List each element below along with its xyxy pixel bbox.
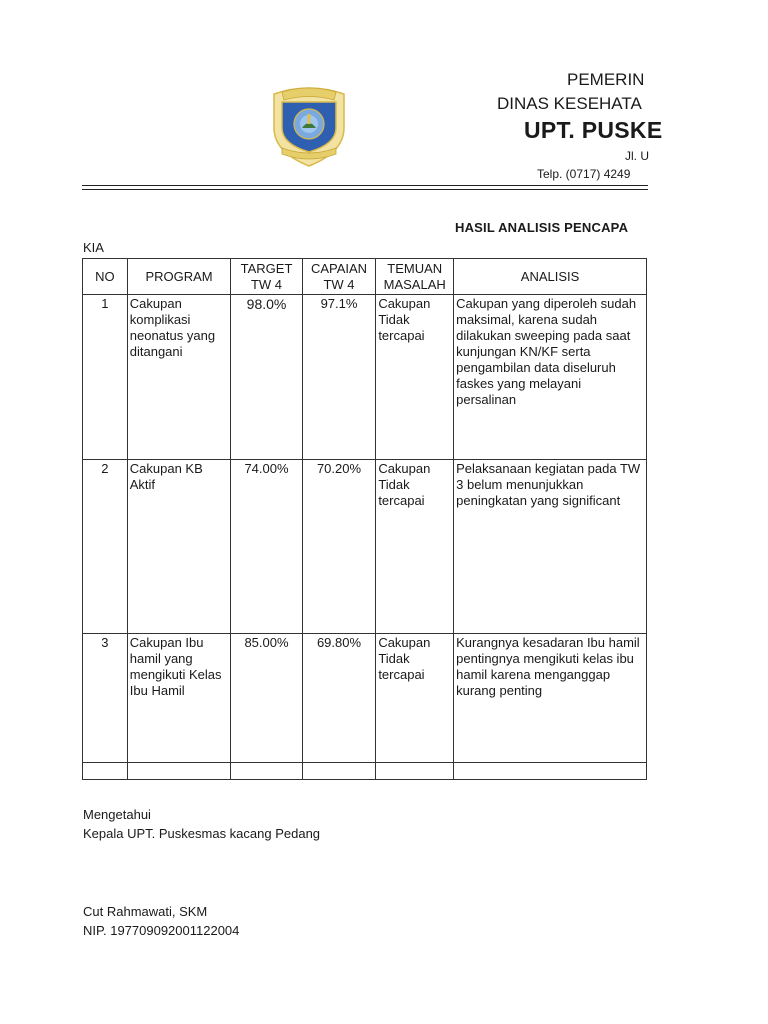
header-target-line1: TARGET (240, 260, 293, 276)
letterhead-government: PEMERIN (567, 70, 645, 89)
cell-capaian: 97.1% (302, 295, 376, 460)
footer-signatory-name: Cut Rahmawati, SKM (83, 904, 208, 919)
table-row (83, 634, 647, 763)
cell-target: 85.00% (231, 634, 302, 763)
header-capaian-line1: CAPAIAN (310, 260, 368, 276)
cell-analisis: Kurangnya kesadaran Ibu hamil pentingnya mengikuti kelas ibu hamil karena menganggap kurang penting (454, 634, 647, 763)
cell-empty (376, 763, 454, 780)
header-program: PROGRAM (127, 259, 231, 295)
cell-temuan: Cakupan Tidak tercapai (376, 634, 454, 763)
cell-capaian: 69.80% (302, 634, 376, 763)
letterhead-phone: Telp. (0717) 4249 (537, 167, 631, 181)
header-capaian-line2: TW 4 (323, 276, 355, 292)
cell-empty (127, 763, 231, 780)
cell-temuan: Cakupan Tidak tercapai (376, 460, 454, 634)
regency-crest-icon (266, 84, 352, 168)
cell-empty (302, 763, 376, 780)
footer-acknowledge: Mengetahui (83, 807, 151, 822)
table-row (83, 295, 647, 460)
cell-program: Cakupan KB Aktif (127, 460, 231, 634)
cell-empty (231, 763, 302, 780)
letterhead-agency: DINAS KESEHATA (497, 94, 642, 113)
header-target (231, 259, 302, 295)
table-header-row (83, 259, 647, 295)
letterhead-institution: UPT. PUSKE (524, 117, 663, 143)
table-row-empty (83, 763, 647, 780)
footer-signatory-nip: NIP. 197709092001122004 (83, 923, 240, 938)
table-row (83, 460, 647, 634)
header-no: NO (83, 259, 128, 295)
letterhead-divider-top (82, 185, 648, 186)
cell-no: 2 (83, 460, 128, 634)
footer-position: Kepala UPT. Puskesmas kacang Pedang (83, 826, 321, 841)
cell-no: 3 (83, 634, 128, 763)
header-analisis: ANALISIS (454, 259, 647, 295)
header-temuan-line1: TEMUAN (387, 260, 443, 276)
section-label: KIA (83, 240, 104, 255)
cell-no: 1 (83, 295, 128, 460)
letterhead-address: Jl. U (625, 149, 649, 163)
header-capaian (302, 259, 376, 295)
cell-target: 98.0% (231, 295, 302, 460)
cell-analisis: Pelaksanaan kegiatan pada TW 3 belum menunjukkan peningkatan yang significant (454, 460, 647, 634)
cell-analisis: Cakupan yang diperoleh sudah maksimal, karena sudah dilakukan sweeping pada saat kunjungan KN/KF serta pengambilan data diseluruh faskes yang melayani persalinan (454, 295, 647, 460)
cell-capaian: 70.20% (302, 460, 376, 634)
header-temuan-line2: MASALAH (383, 276, 446, 292)
cell-program: Cakupan Ibu hamil yang mengikuti Kelas Ibu Hamil (127, 634, 231, 763)
cell-temuan: Cakupan Tidak tercapai (376, 295, 454, 460)
header-temuan (376, 259, 454, 295)
document-title: HASIL ANALISIS PENCAPA (455, 220, 629, 235)
letterhead-divider-bottom (82, 189, 648, 190)
cell-program: Cakupan komplikasi neonatus yang ditangani (127, 295, 231, 460)
cell-target: 74.00% (231, 460, 302, 634)
cell-empty (83, 763, 128, 780)
cell-empty (454, 763, 647, 780)
header-target-line2: TW 4 (250, 276, 283, 292)
analysis-table (82, 258, 647, 780)
